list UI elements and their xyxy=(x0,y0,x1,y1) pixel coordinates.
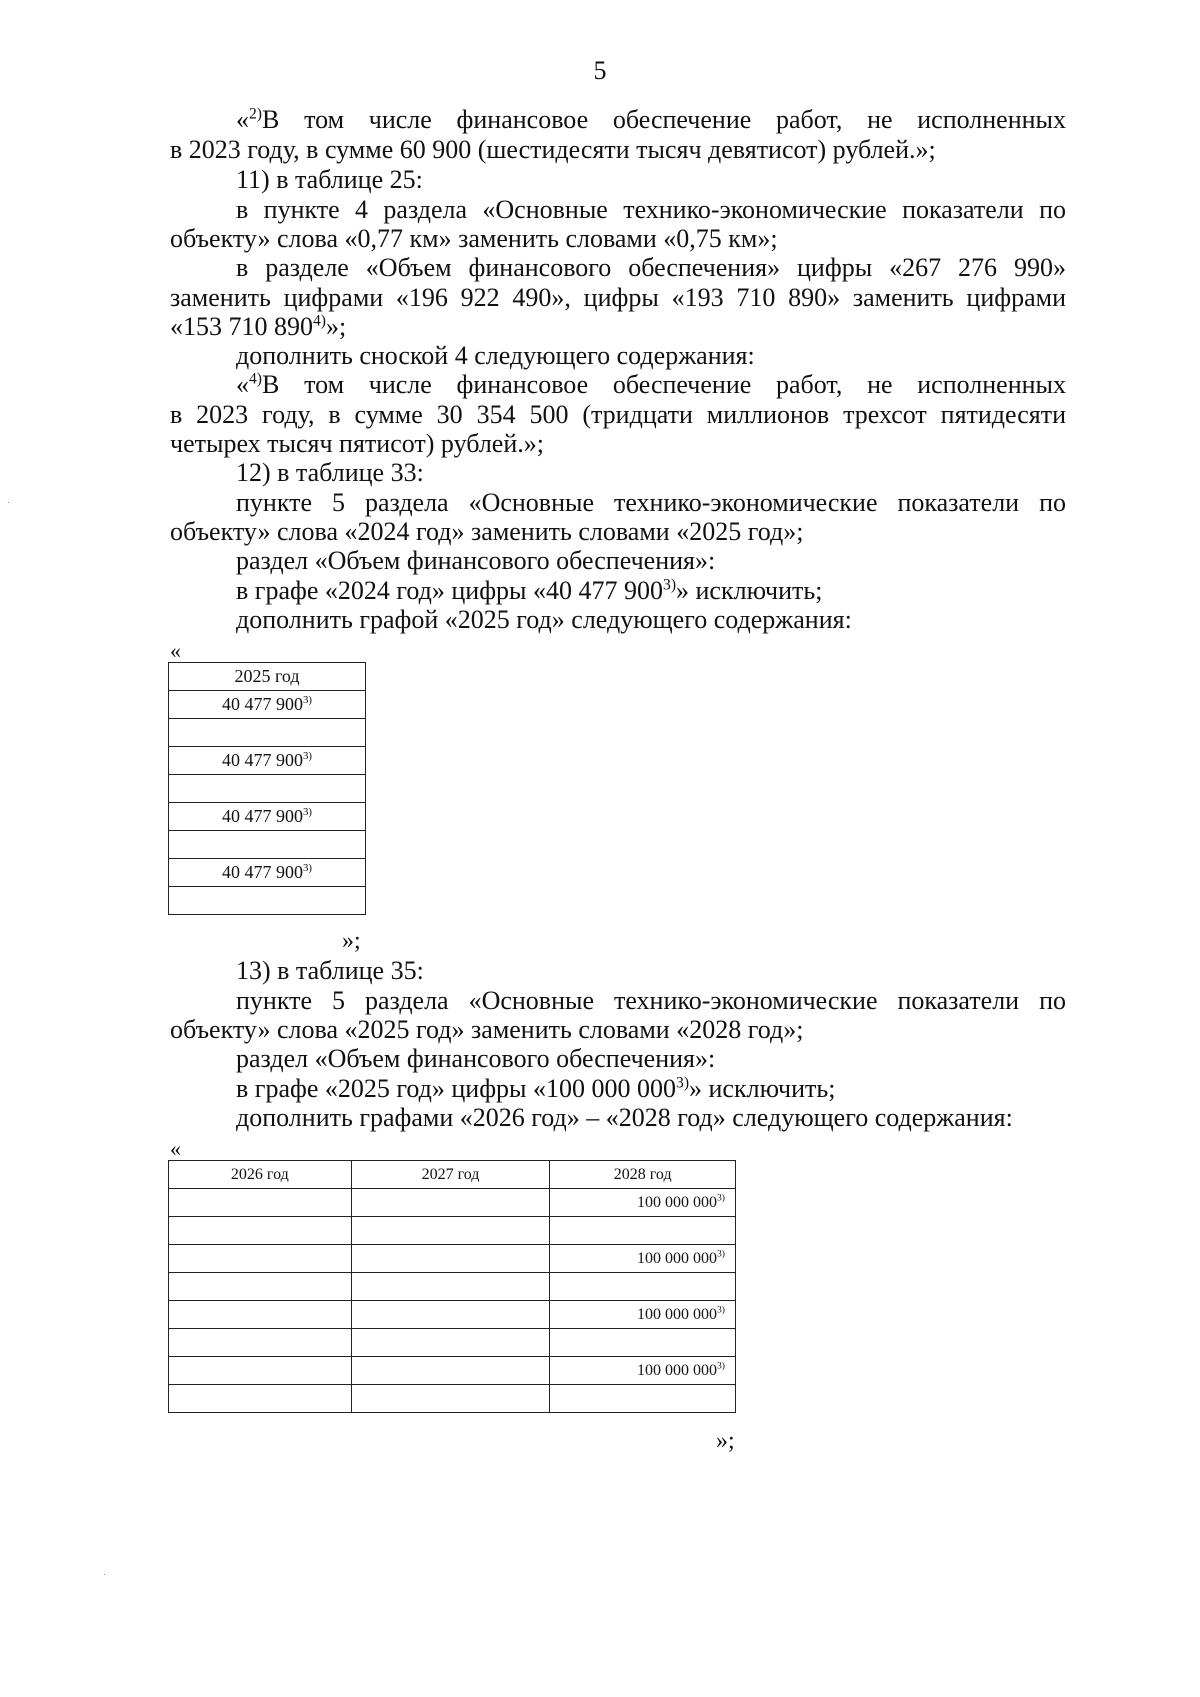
table-cell xyxy=(169,1385,352,1413)
table-cell: 100 000 000$^{3)}$ xyxy=(550,1357,736,1385)
table-cell xyxy=(351,1357,550,1385)
table-header: 2028 год xyxy=(550,1161,736,1189)
text-line: дополнить графами «2026 год» – «2028 год» следующего содержания: xyxy=(236,1103,1013,1132)
text-line: пункте 5 раздела «Основные технико-экономические показатели по xyxy=(236,986,1066,1015)
table-header: 2025 год xyxy=(169,663,366,691)
text-line: в графе «2025 год» цифры «100 000 000$^{3)}$» исключить; xyxy=(236,1074,836,1103)
table-cell xyxy=(351,1385,550,1413)
table-cell xyxy=(550,1273,736,1301)
text-line: заменить цифрами «196 922 490», цифры «193 710 890» заменить цифрами xyxy=(170,283,1066,312)
table-cell xyxy=(550,1329,736,1357)
page-number: 5 xyxy=(593,56,607,85)
table-cell: 40 477 900$^{3)}$ xyxy=(169,747,366,775)
text-line: в разделе «Объем финансового обеспечения» цифры «267 276 990» xyxy=(236,253,1066,282)
table-2026-2028 xyxy=(168,1160,736,1413)
table-cell: 40 477 900$^{3)}$ xyxy=(169,803,366,831)
text-line: «$^{2)}$В том числе финансовое обеспечение работ, не исполненных xyxy=(236,105,1066,134)
text-line: в пункте 4 раздела «Основные технико-экономические показатели по xyxy=(236,195,1066,224)
table-cell xyxy=(169,775,366,803)
table-cell xyxy=(169,1217,352,1245)
close-quote: »; xyxy=(716,1428,735,1454)
text-line: в 2023 году, в сумме 60 900 (шестидесяти тысяч девятисот) рублей.»; xyxy=(170,135,936,164)
text-line: объекту» слова «2024 год» заменить словами «2025 год»; xyxy=(170,517,804,546)
close-quote: »; xyxy=(342,928,361,954)
table-cell xyxy=(351,1329,550,1357)
text-line: 13) в таблице 35: xyxy=(236,956,424,985)
text-line: в графе «2024 год» цифры «40 477 900$^{3)}$» исключить; xyxy=(236,576,823,605)
table-cell: 40 477 900$^{3)}$ xyxy=(169,691,366,719)
text-line: в 2023 году, в сумме 30 354 500 (тридцати миллионов трехсот пятидесяти xyxy=(170,400,1066,429)
table-2025 xyxy=(168,662,366,915)
table-cell xyxy=(351,1217,550,1245)
table-cell xyxy=(169,831,366,859)
open-quote: « xyxy=(170,1136,181,1161)
table-cell: 100 000 000$^{3)}$ xyxy=(550,1245,736,1273)
table-cell: 100 000 000$^{3)}$ xyxy=(550,1189,736,1217)
text-line: четырех тысяч пятисот) рублей.»; xyxy=(170,429,544,458)
table-cell: 40 477 900$^{3)}$ xyxy=(169,859,366,887)
table-cell xyxy=(169,1301,352,1329)
table-cell xyxy=(550,1217,736,1245)
text-line: «153 710 890$^{4)}$»; xyxy=(170,312,347,341)
table-cell xyxy=(351,1245,550,1273)
table-cell xyxy=(169,719,366,747)
text-line: объекту» слова «2025 год» заменить словами «2028 год»; xyxy=(170,1015,804,1044)
text-line: раздел «Объем финансового обеспечения»: xyxy=(236,1044,716,1073)
text-line: раздел «Объем финансового обеспечения»: xyxy=(236,546,716,575)
text-line: 11) в таблице 25: xyxy=(236,165,423,194)
table-header: 2027 год xyxy=(351,1161,550,1189)
open-quote: « xyxy=(170,638,181,663)
table-cell xyxy=(550,1385,736,1413)
table-cell xyxy=(169,887,366,915)
table-cell: 100 000 000$^{3)}$ xyxy=(550,1301,736,1329)
table-cell xyxy=(169,1189,352,1217)
text-line: дополнить сноской 4 следующего содержания: xyxy=(236,341,755,370)
table-cell xyxy=(169,1357,352,1385)
text-line: пункте 5 раздела «Основные технико-экономические показатели по xyxy=(236,488,1066,517)
table-cell xyxy=(169,1273,352,1301)
table-cell xyxy=(351,1301,550,1329)
table-cell xyxy=(351,1189,550,1217)
table-header: 2026 год xyxy=(169,1161,352,1189)
table-cell xyxy=(169,1245,352,1273)
text-line: «$^{4)}$В том числе финансовое обеспечение работ, не исполненных xyxy=(236,370,1066,399)
text-line: дополнить графой «2025 год» следующего содержания: xyxy=(236,605,852,634)
table-cell xyxy=(351,1273,550,1301)
scan-speck xyxy=(104,1574,105,1575)
text-line: объекту» слова «0,77 км» заменить словами «0,75 км»; xyxy=(170,224,778,253)
scan-speck xyxy=(8,502,9,503)
table-cell xyxy=(169,1329,352,1357)
text-line: 12) в таблице 33: xyxy=(236,458,424,487)
